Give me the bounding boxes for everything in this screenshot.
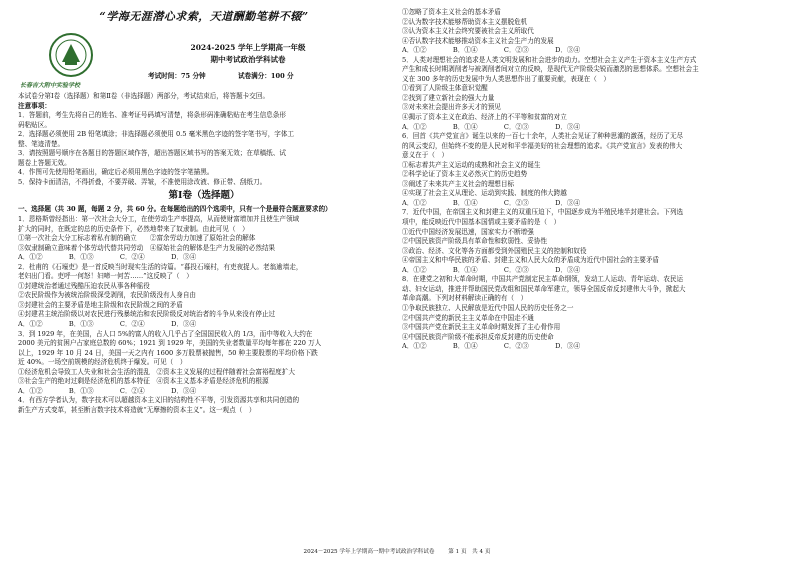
text-line: 革命高潮。下列对材料解读正确的有（ ）	[402, 294, 528, 303]
left-column	[18, 8, 390, 416]
instructions	[18, 92, 390, 187]
text-line: 5．保持卡面清洁，不得折叠，不要弄破、弄皱，不准使用涂改液、修正带、刮纸刀。	[18, 177, 267, 186]
text-line: ①忽略了资本主义社会的基本矛盾	[402, 8, 501, 16]
text-line: 动、妇女运动，推进并帮助国民党改组和国民革命军建立，领导全国反帝反封建伟大斗争，掀起大	[402, 284, 686, 293]
text-line: 7．近代中国，在帝国主义和封建主义的双重压迫下，中国逐步成为半殖民地半封建社会。下列选	[402, 208, 684, 217]
text-line: ①经济危机会导致工人失业和社会生活的混乱 ②资本主义发展的过程伴随着社会富裕程度扩大	[18, 367, 295, 376]
page-footer	[0, 547, 794, 555]
text-line: ③政治、经济、文化等各方面都受到外国殖民主义的控制和奴役	[402, 246, 587, 255]
full-score: 试卷满分：100 分	[237, 72, 294, 80]
text-line: ②中国民族资产阶级具有革命性和软弱性、妥协性	[402, 237, 548, 246]
footer-page: 第 1 页 共 4 页	[448, 549, 491, 555]
text-line: 码粘贴区。	[18, 120, 51, 129]
text-line: ②认为数字技术能够帮助资本主义摆脱危机	[402, 17, 528, 26]
text-line: ②找到了建立新社会的强大力量	[402, 93, 495, 102]
text-line: ④帝国主义和中华民族的矛盾、封建主义和人民大众的矛盾成为近代中国社会的主要矛盾	[402, 256, 660, 265]
questions-right	[402, 8, 774, 352]
footer-exam: 2024－2025 学年上学期高一期中考试政治学科试卷	[303, 549, 435, 555]
text-line: ③奴隶制确立意味着个体劳动代替共同劳动 ④原始社会的解体是生产力发展的必然结果	[18, 243, 276, 252]
text-line: 项中，能反映近代中国基本国情或主要矛盾的是（ ）	[402, 218, 561, 227]
text-line: 3．到 1929 年，在美国，占人口 5%的富人的收入几乎占了全国国民收入的 1/3，而中等收入大约在	[18, 329, 313, 338]
text-line: ①看到了人阶级主体意识觉醒	[402, 84, 488, 93]
text-line: ③阐述了未来共产主义社会的理想目标	[402, 179, 515, 188]
text-line: 整、笔迹清楚。	[18, 139, 65, 148]
text-line: ①封建统治者通过残酷压迫农民从事各种徭役	[18, 281, 150, 290]
text-line: 以上，1929 年 10 月 24 日，美国一天之内有 1600 多万股票被抛售，50 种主要股票的平均价格下跌	[18, 348, 318, 357]
text-line: 5．人类对理想社会的追求是人类文明发展和社会进步的动力。空想社会主义产生于资本主义生产方式	[402, 55, 697, 64]
right-column	[402, 8, 774, 352]
text-line: ③封建社会的主要矛盾是地主阶级和农民阶级之间的矛盾	[18, 300, 183, 309]
text-line: A．①② B．①④ C．②③ D．③④	[402, 122, 581, 131]
text-line: A．①② B．①③ C．②④ D．③④	[18, 253, 197, 262]
text-line: A．①② B．①③ C．②④ D．③④	[18, 386, 197, 395]
exam-title-year: 2024-2025 学年上学期高一年级	[190, 43, 306, 52]
exam-time: 考试时间：75 分钟	[148, 72, 206, 80]
text-line: 本试卷分第Ⅰ卷（选择题）和第Ⅱ卷（非选择题）两部分，考试结束后，将答题卡交回。	[18, 92, 270, 100]
school-logo-icon	[48, 32, 94, 78]
text-line: A．①② B．①④ C．②③ D．③④	[402, 265, 581, 274]
text-line: ②中国共产党的新民主主义革命在中国走不通	[402, 313, 534, 322]
text-line: ④揭示了资本主义在政治、经济上的不平等和贫富的对立	[402, 113, 567, 122]
questions-left	[18, 205, 390, 415]
text-line: A．①② B．①④ C．②③ D．③④	[402, 198, 581, 207]
text-line: A．①② B．①③ C．②④ D．③④	[18, 320, 197, 329]
text-line: A．①② B．①④ C．②③ D．③④	[402, 46, 581, 55]
text-line: A．①② B．①④ C．②③ D．③④	[402, 342, 581, 351]
text-line: ④封建君主统治阶级以对农民进行残暴统治和农民阶级反对统治者的斗争从来没有停止过	[18, 310, 276, 319]
text-line: ③中国共产党在新民主主义革命时期发挥了主心骨作用	[402, 323, 561, 332]
text-line: 注意事项：	[18, 101, 51, 110]
text-line: 4．作图可先使用铅笔画出，确定后必须用黑色字迹的签字笔描黑。	[18, 168, 214, 177]
text-line: 意义在于（ ）	[402, 151, 449, 160]
text-line: ③对未来社会提出许多天才的预见	[402, 103, 501, 112]
section-title: 第Ⅰ卷（选择题）	[168, 190, 240, 202]
text-line: ④中国民族资产阶级不能承担反帝反封建的历史使命	[402, 332, 554, 341]
text-line: 1．恩格斯曾经指出：第一次社会大分工，在使劳动生产率提高，从而使财富增加并且使生产领域	[18, 215, 300, 224]
text-line: ①标志着共产主义运动的成熟和社会主义的诞生	[402, 160, 541, 169]
exam-title-subject: 期中考试政治学科试卷	[210, 55, 286, 64]
text-line: ②农民阶级作为被统治阶级深受剥削，农民阶级没有人身自由	[18, 291, 197, 300]
text-line: 扩大的同时，在既定的总的历史条件下，必然地带来了奴隶制。由此可见（ ）	[18, 224, 249, 233]
text-line: 2．选择题必须使用 2B 铅笔填涂；非选择题必须使用 0.5 毫米黑色字迹的签字笔书写，字体工	[18, 130, 295, 139]
exam-header	[18, 30, 390, 92]
text-line: 4．有西方学者认为，数字技术可以超越资本主义旧的结构性不平等，引发资源共享和共同创造的	[18, 396, 300, 405]
text-line: ③认为资本主义社会终究要被社会主义所取代	[402, 27, 534, 36]
text-line: ④否认数字技术能够推动资本主义社会生产力的发展	[402, 36, 554, 45]
text-line: 题卷上答题无效。	[18, 158, 71, 167]
text-line: ①第一次社会大分工标志着私有制的确立 ②富余劳动力加速了原始社会的解体	[18, 234, 256, 243]
text-line: 3．请按照题号顺序在各题目的答题区域作答，超出答题区域书写的答案无效；在草稿纸、试	[18, 149, 286, 158]
text-line: ③社会生产的绝对过剩是经济危机的基本特征 ④资本主义基本矛盾是经济危机的根源	[18, 377, 269, 386]
text-line: 6．回首《共产党宣言》诞生以来的一百七十余年，人类社会见证了种种思潮的激荡，经历了无尽	[402, 132, 684, 141]
text-line: 产生和成长时期剥削者与被剥削者间对立的反映，是现代无产阶级尖锐而激烈的思想体系。空想社会主	[402, 65, 699, 74]
text-line: 的风云变幻，但始终不变的是人民对和平幸福美好的社会理想的追求。《共产党宣言》发表的伟大	[402, 141, 683, 150]
text-line: ①近代中国经济发展迅速，国家实力不断增强	[402, 227, 534, 236]
text-line: 2000 美元的贫困户占家庭总数的 60%；1921 到 1929 年，美国的失业者数量平均每年都在 220 万人	[18, 339, 322, 348]
text-line: 新生产方式变革，甚至断言数字技术将造就“无摩擦的资本主义”。这一观点（ ）	[18, 405, 256, 414]
text-line: 老妇出门看。吏呼一何怒！妇啼一何苦……”这反映了（ ）	[18, 272, 193, 281]
text-line: 1．答题前，考生先将自己的姓名、准考证号码填写清楚，将条形码准确粘贴在考生信息条形	[18, 111, 286, 120]
text-line: ④实现了社会主义从理论、运动到实践、制度的伟大跨越	[402, 189, 567, 198]
text-line: 8．在建党之初和大革命时期，中国共产党制定民主革命纲领，发动工人运动、青年运动、农民运	[402, 275, 684, 284]
text-line: 2．杜甫的《石壕吏》是一首反映当时现实生活的诗篇。“暮投石壕村，有吏夜捉人。老翁逾墙走，	[18, 262, 303, 271]
motto: “学海无涯潜心求索，天道酬勤笔耕不辍”	[99, 10, 309, 23]
text-line: 近 40%。一场空前规模的经济危机终于爆发。可见（ ）	[18, 358, 187, 367]
text-line: 一、选择题（共 30 题，每题 2 分，共 60 分。在每题给出的四个选项中，只有一个是最符合题意要求的）	[18, 205, 332, 214]
school-name: 长春吉大附中实验学校	[20, 82, 81, 89]
text-line: ②科学论证了资本主义必然灭亡的历史趋势	[402, 170, 528, 179]
exam-meta	[148, 70, 324, 80]
text-line: 义在 300 多年的历史发展中为人类思想作出了重要贡献，表现在（ ）	[402, 74, 610, 83]
text-line: ①争取民族独立、人民解放是近代中国人民的历史任务之一	[402, 303, 574, 312]
